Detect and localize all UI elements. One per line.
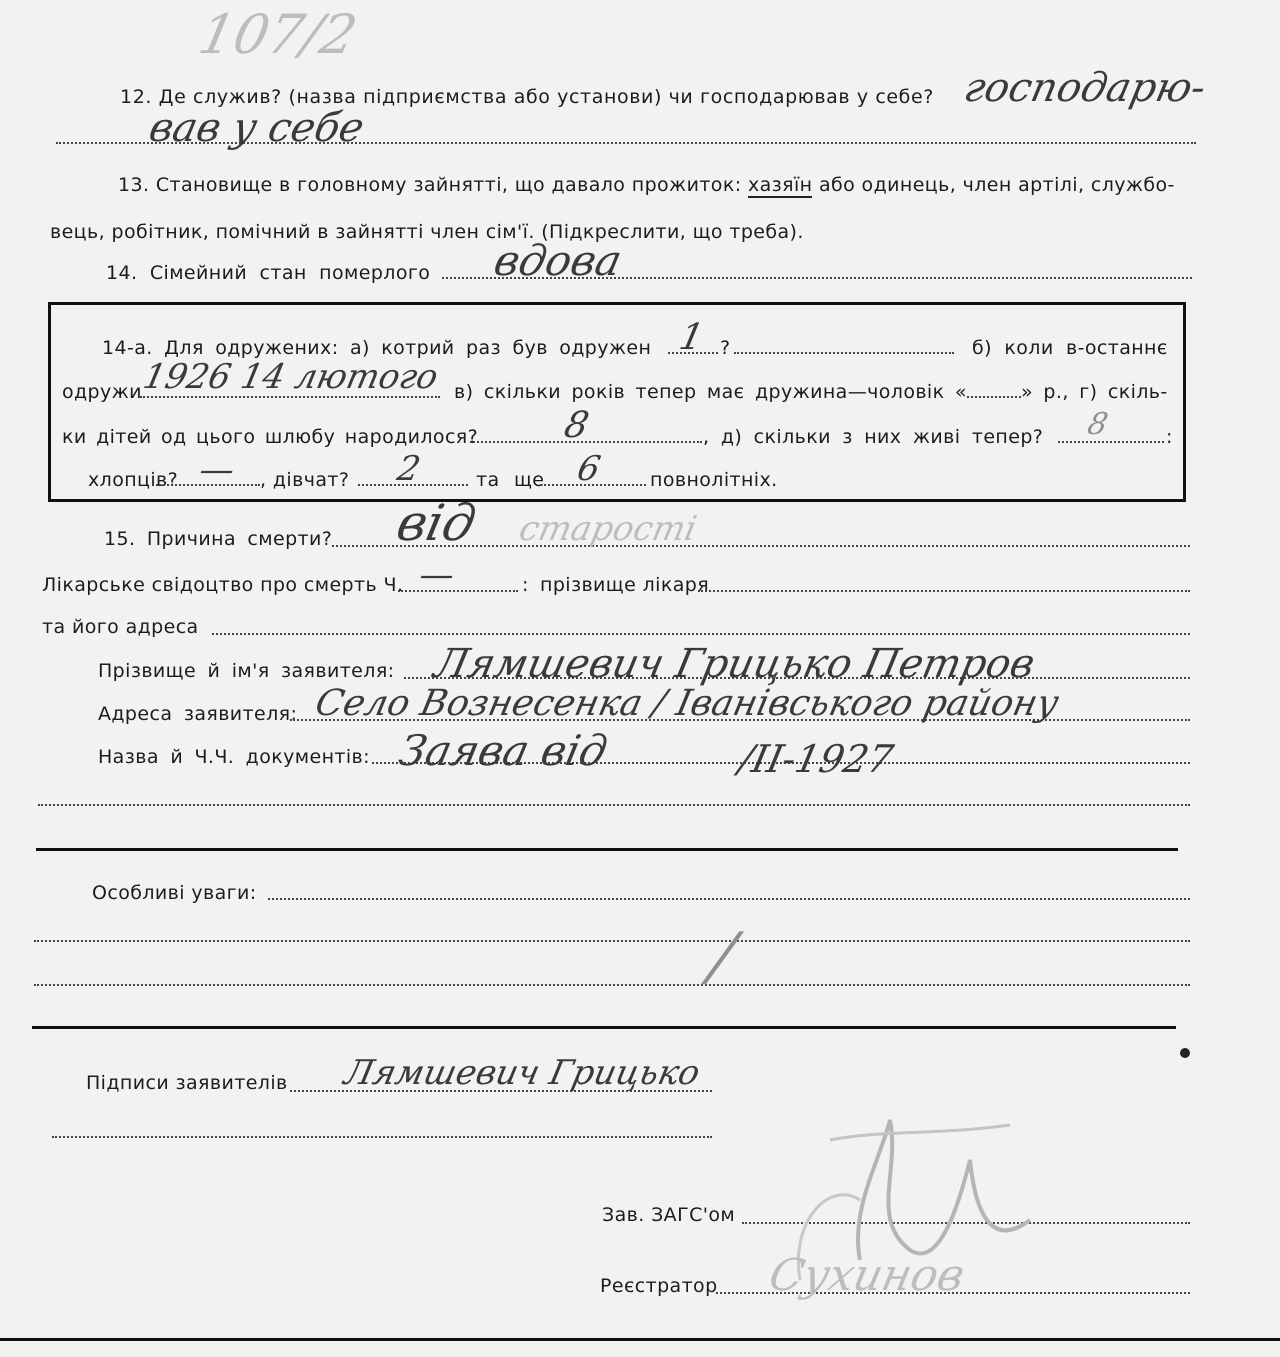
documents-value: Заява від [394, 726, 612, 775]
q14a-line3-d: , д) скільки з них живі тепер? [703, 426, 1044, 448]
q14a-line1-b: б) коли в-останнє [972, 337, 1168, 359]
q14a-line2-answer: 1926 14 лютого [139, 357, 442, 397]
documents-date: /II-1927 [735, 737, 898, 781]
q14a-line4-suffix: повнолітніх. [650, 469, 778, 491]
q14a-line2-prefix: одружи [62, 381, 142, 403]
q13-label [118, 176, 1175, 195]
q14-label: 14. Сімейний стан померлого [106, 262, 431, 284]
q14a-line4-more: та ще [476, 469, 545, 491]
bottom-rule [0, 1338, 1280, 1341]
documents-label: Назва й Ч.Ч. документів: [98, 746, 370, 768]
zags-head-label: Зав. ЗАГС'ом [602, 1204, 736, 1226]
doctor-name-field [698, 590, 1190, 592]
q14a-line2-c-close: » р., г) скіль- [1020, 381, 1168, 403]
q14a-line2-c-text: в) скільки років тепер має дружина—чоловік « [454, 381, 967, 403]
documents-field-2 [38, 804, 1190, 806]
q14a-line3-answer: 8 [560, 405, 593, 446]
q14a-line1-q: ? [720, 337, 731, 359]
q12-answer-line2: вав у себе [145, 105, 369, 151]
registrar-label: Реєстратор [600, 1275, 718, 1297]
q14a-line1-a-field-2 [734, 352, 954, 354]
q15-label: 15. Причина смерти? [104, 528, 333, 550]
q14a-line2-c-field [967, 396, 1021, 398]
section-divider-2 [32, 1026, 1176, 1029]
certificate-answer: — [415, 555, 459, 595]
q14a-line4-boys: хлопців? [88, 469, 179, 491]
certificate-colon: : [522, 574, 529, 596]
q14a-line3-d-field [1058, 441, 1164, 443]
q14a-line3-d-answer: 8 [1084, 407, 1111, 442]
q13-line2: вець, робітник, помічний в зайнятті член сім'ї. (Підкреслити, що треба). [50, 221, 804, 243]
applicant-address-value: Село Вознесенка / Іванівського району [311, 683, 1063, 724]
q15-answer: від [391, 494, 481, 552]
ink-blot [1180, 1048, 1190, 1058]
notes-line-2 [34, 940, 1190, 942]
q14a-line1-a-answer: 1 [675, 317, 708, 358]
notes-label: Особливі уваги: [92, 882, 257, 904]
q14-answer: вдова [489, 236, 627, 285]
applicant-signatures-field-2 [52, 1136, 712, 1138]
q14a-line1-a: 14-а. Для одружених: а) котрий раз був одружен [102, 337, 652, 359]
notes-line-1 [268, 898, 1190, 900]
q14a-line4-girls-answer: 2 [393, 449, 424, 489]
q14a-line2-c [454, 383, 1168, 402]
applicant-signatures-label: Підписи заявителів [86, 1072, 288, 1094]
q14a-line3-colon: : [1166, 426, 1173, 448]
notes-line-3 [34, 984, 1190, 986]
q12-answer-line1: господарю- [960, 65, 1210, 111]
applicant-name-value: Лямшевич Грицько Петров [430, 641, 1039, 687]
top-handwritten-mark: 107/2 [193, 3, 363, 66]
doctor-address-field [212, 633, 1190, 635]
applicant-name-label: Прізвище й ім'я заявителя: [98, 660, 395, 682]
q13-label-suffix: або одинець, член артілі, службо- [818, 174, 1175, 196]
applicant-address-label: Адреса заявителя: [98, 703, 298, 725]
registrar-signature: Сухинов [764, 1250, 969, 1301]
q13-label-prefix: 13. Становище в головному зайнятті, що давало прожиток: [118, 174, 742, 196]
q12-label: 12. Де служив? (назва підприємства або установи) чи господарював у себе? [120, 86, 934, 108]
q14a-line4-more-answer: 6 [573, 449, 604, 489]
notes-dash-mark: / [704, 920, 742, 994]
section-divider-1 [36, 848, 1178, 851]
q14a-line4-girls: , дівчат? [260, 469, 350, 491]
doctor-address-label: та його адреса [42, 616, 199, 638]
q14a-line3-field [470, 441, 702, 443]
q14a-line4-boys-answer: — [195, 450, 239, 490]
doctor-label: прізвище лікаря [540, 574, 710, 596]
certificate-label: Лікарське свідоцтво про смерть Ч. [42, 574, 404, 596]
q13-underlined-option: хазяїн [747, 174, 813, 196]
q15-answer-faint: старості [515, 509, 701, 549]
q14a-line3-prefix: ки дітей од цього шлюбу народилося? [62, 426, 479, 448]
applicant-signatures-value: Лямшевич Грицько [340, 1053, 704, 1093]
